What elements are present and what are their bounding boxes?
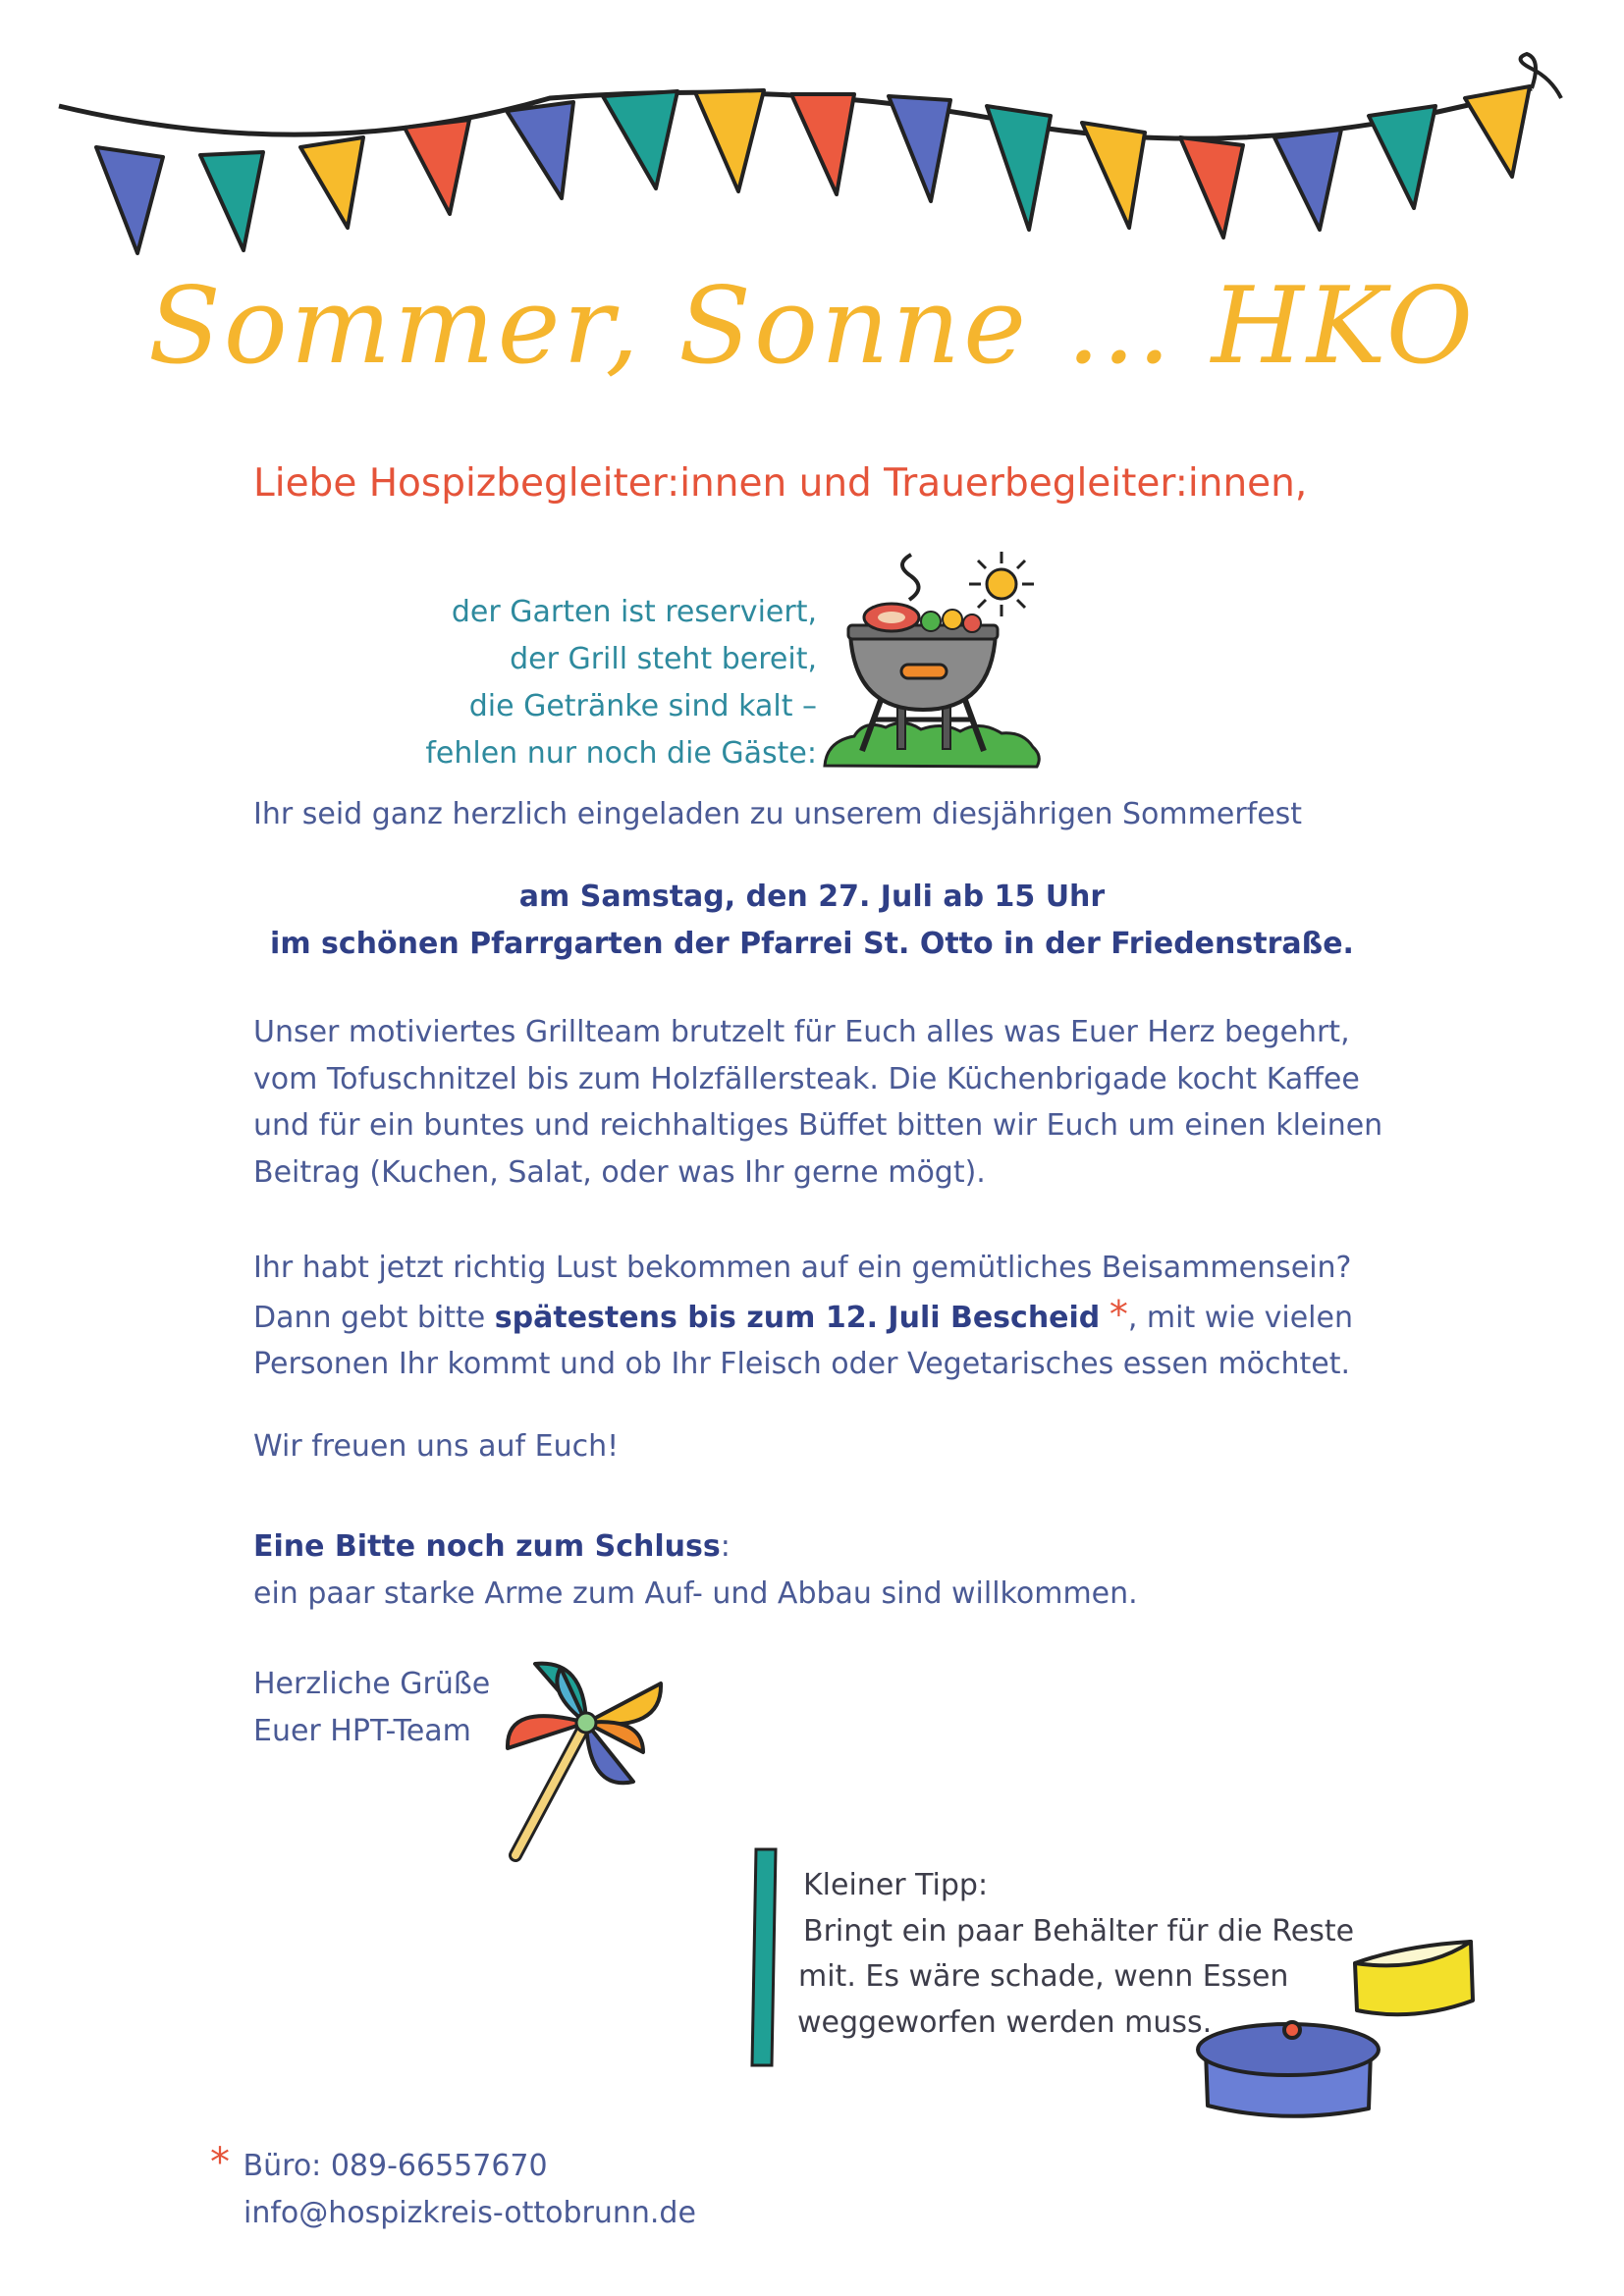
rsvp-pre: Dann gebt bitte — [253, 1300, 495, 1335]
closing-line: Herzliche Grüße — [253, 1667, 491, 1701]
closing-signature: Euer HPT-Team — [253, 1713, 471, 1748]
footer-asterisk: * — [210, 2140, 230, 2185]
paragraph-line — [253, 1292, 1353, 1342]
sun-icon — [967, 550, 1036, 618]
event-details — [0, 874, 1624, 968]
poem-line: die Getränke sind kalt – — [468, 689, 817, 723]
greeting-line: Liebe Hospizbegleiter:innen und Trauerbegleiter:innen, — [253, 461, 1308, 506]
asterisk-mark: * — [1109, 1292, 1128, 1336]
joy-line: Wir freuen uns auf Euch! — [253, 1429, 620, 1464]
paragraph-line: vom Tofuschnitzel bis zum Holzfällersteak. Die Küchenbrigade kocht Kaffee — [253, 1061, 1360, 1096]
tip-line: Bringt ein paar Behälter für die Reste — [803, 1913, 1355, 1949]
tip-line: mit. Es wäre schade, wenn Essen — [798, 1959, 1289, 1994]
final-request-text: ein paar starke Arme zum Auf- und Abbau sind willkommen. — [253, 1575, 1138, 1611]
rsvp-post: , mit wie vielen — [1127, 1300, 1353, 1335]
page-title: Sommer, Sonne … HKO — [147, 265, 1477, 388]
bunting-flags — [0, 0, 1624, 294]
event-place: im schönen Pfarrgarten der Pfarrei St. Otto in der Friedenstraße. — [270, 927, 1354, 961]
invitation-text: Ihr seid ganz herzlich eingeladen zu unserem diesjährigen Sommerfest — [253, 797, 1303, 831]
closing-greeting — [253, 1661, 490, 1754]
paragraph-line: und für ein buntes und reichhaltiges Büffet bitten wir Euch um einen kleinen — [253, 1108, 1383, 1143]
footer-email[interactable]: info@hospizkreis-ottobrunn.de — [244, 2195, 696, 2230]
paragraph-line: Ihr habt jetzt richtig Lust bekommen auf ein gemütliches Beisammensein? — [253, 1251, 1352, 1285]
tip-heading: Kleiner Tipp: — [803, 1868, 989, 1902]
footer-phone: Büro: 089-66557670 — [243, 2149, 548, 2183]
food-containers-icon — [1188, 1924, 1483, 2140]
footer-contact — [210, 2140, 696, 2236]
poem-line: der Grill steht bereit, — [510, 642, 817, 676]
final-request-heading: Eine Bitte noch zum Schluss — [253, 1529, 721, 1564]
event-date: am Samstag, den 27. Juli ab 15 Uhr — [518, 880, 1106, 914]
poem-line: fehlen nur noch die Gäste: — [425, 736, 817, 771]
tip-bar — [746, 1845, 785, 2071]
paragraph-line: Beitrag (Kuchen, Salat, oder was Ihr gerne mögt). — [253, 1154, 986, 1190]
paragraph-line: Personen Ihr kommt und ob Ihr Fleisch oder Vegetarisches essen möchtet. — [253, 1347, 1351, 1381]
poem-line: der Garten ist reserviert, — [451, 595, 817, 629]
tip-line: weggeworfen werden muss. — [797, 2004, 1213, 2040]
final-request — [253, 1523, 1138, 1617]
final-request-colon: : — [720, 1529, 731, 1564]
pinwheel-icon — [496, 1654, 682, 1875]
paragraph-rsvp — [253, 1245, 1353, 1388]
paragraph-line: Unser motiviertes Grillteam brutzelt für Euch alles was Euer Herz begehrt, — [253, 1015, 1350, 1049]
poem-block — [425, 589, 817, 777]
rsvp-deadline: spätestens bis zum 12. Juli Bescheid — [494, 1300, 1101, 1335]
paragraph-grillteam — [253, 1009, 1382, 1196]
